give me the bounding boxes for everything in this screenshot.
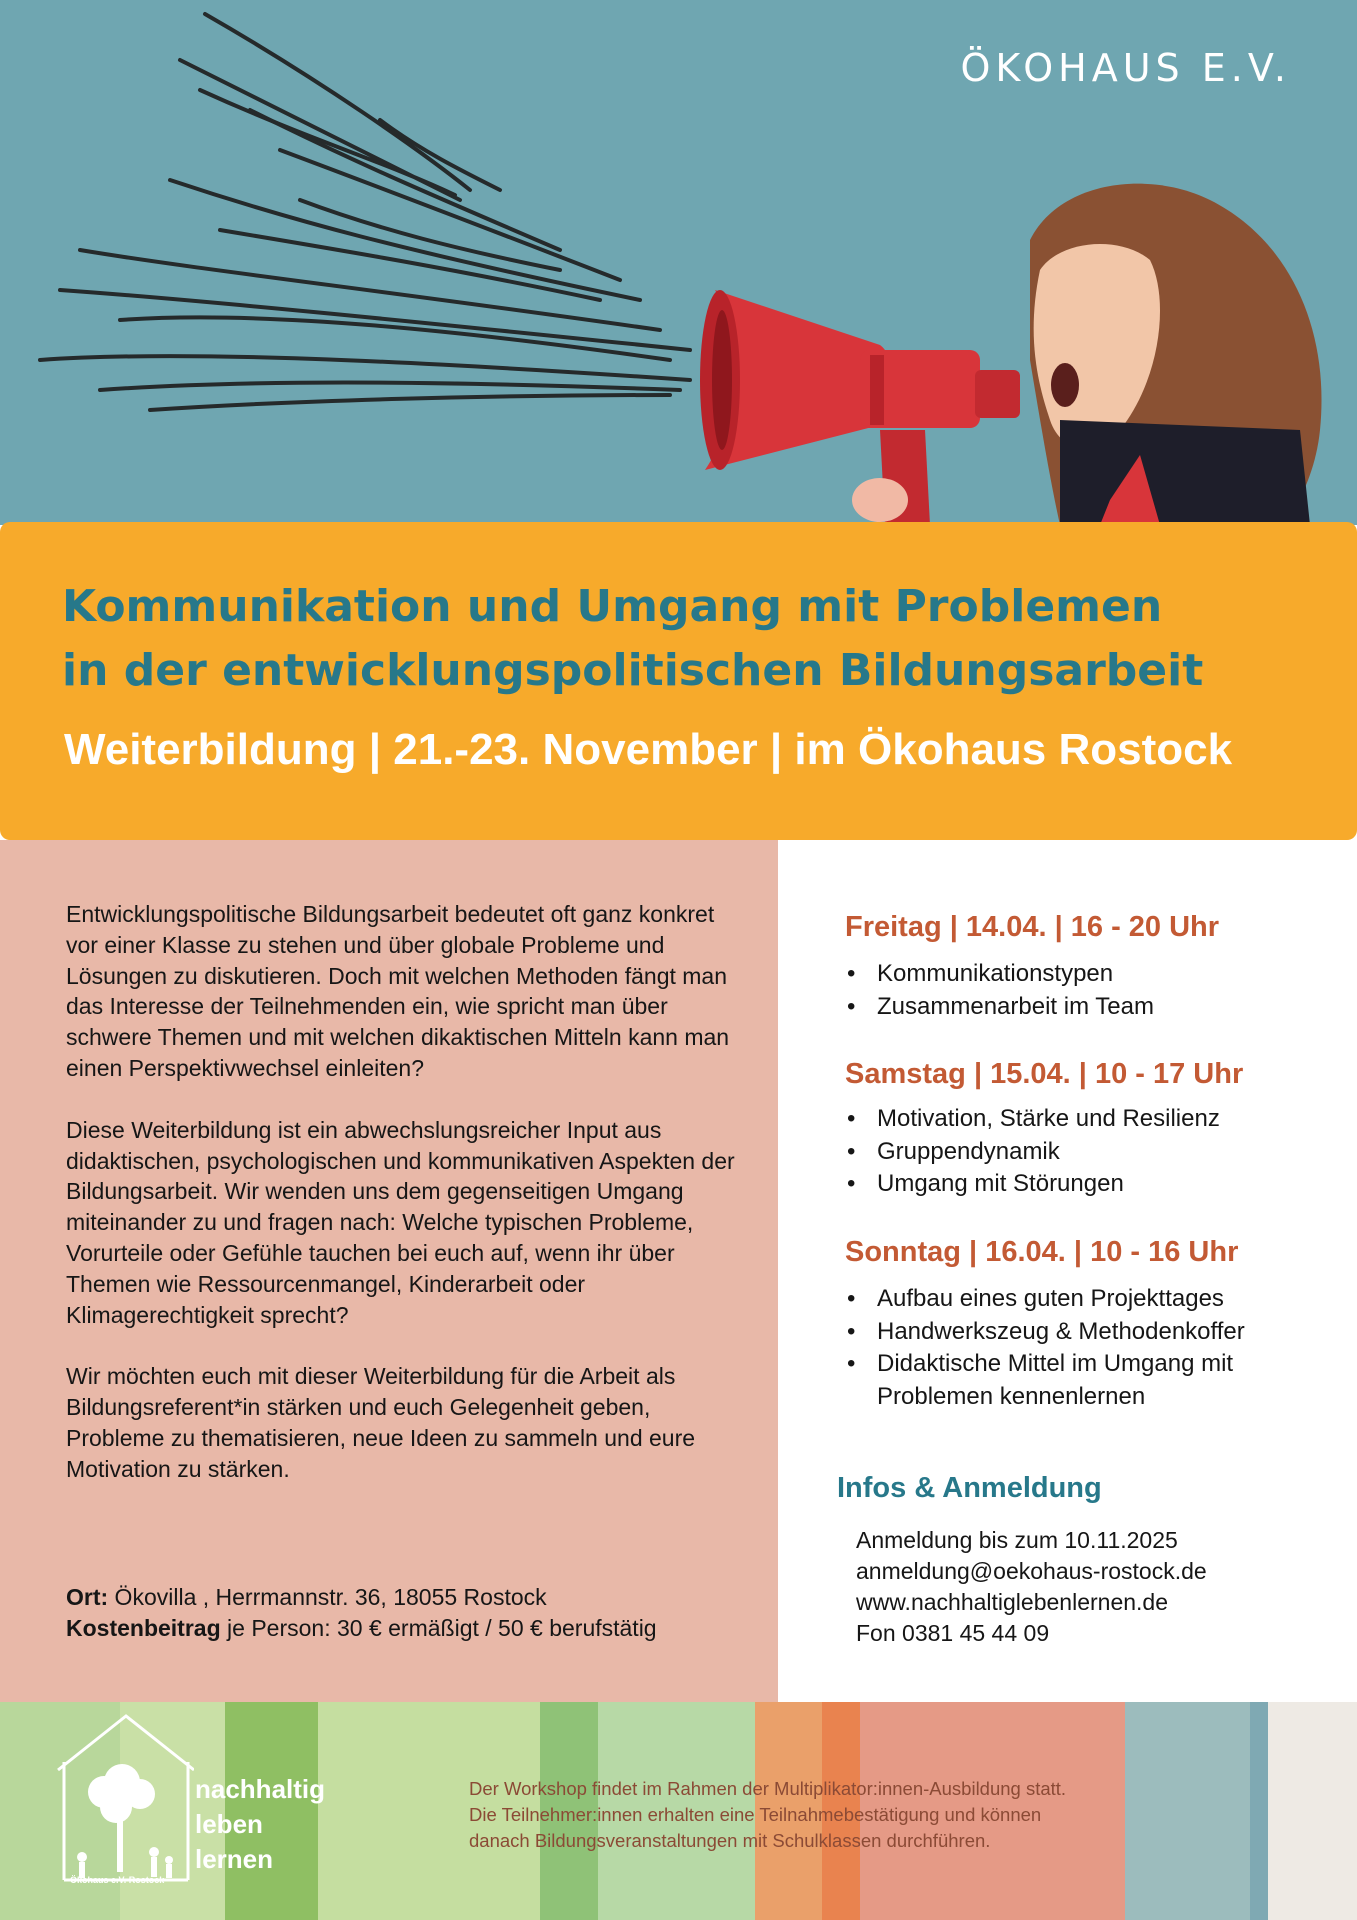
logo-caption: Ökohaus e.V. Rostock — [70, 1875, 165, 1885]
day-heading-saturday: Samstag | 15.04. | 10 - 17 Uhr — [845, 1058, 1244, 1090]
event-facts — [66, 1582, 766, 1644]
location-line — [66, 1582, 766, 1613]
intro-text — [66, 899, 746, 1516]
location-label: Ort: — [66, 1584, 109, 1610]
contact-info — [856, 1525, 1207, 1649]
phone-number: Fon 0381 45 44 09 — [856, 1620, 1050, 1646]
saturday-topics — [845, 1103, 1325, 1201]
cost-label: Kostenbeitrag — [66, 1615, 221, 1641]
website-link[interactable]: www.nachhaltiglebenlernen.de — [856, 1589, 1168, 1615]
list-item: • Gruppendynamik — [845, 1136, 1325, 1169]
title-line-2: in der entwicklungspolitischen Bildungsarbeit — [62, 645, 1204, 696]
day-heading-sunday: Sonntag | 16.04. | 10 - 16 Uhr — [845, 1236, 1239, 1268]
page-title — [62, 575, 1322, 703]
cost-line — [66, 1613, 766, 1644]
registration-deadline: Anmeldung bis zum 10.11.2025 — [856, 1527, 1178, 1553]
title-line-1: Kommunikation und Umgang mit Problemen — [62, 581, 1163, 632]
child-photo — [1030, 184, 1322, 525]
list-item: • Motivation, Stärke und Resilienz — [845, 1103, 1325, 1136]
list-item: • Didaktische Mittel im Umgang mit Problemen kennenlernen — [845, 1348, 1325, 1413]
workshop-note — [469, 1776, 1229, 1854]
house-tree-logo-icon — [54, 1712, 194, 1892]
contact-email-link[interactable]: anmeldung@oekohaus-rostock.de — [856, 1558, 1207, 1584]
list-item: • Zusammenarbeit im Team — [845, 991, 1325, 1024]
sunday-topics — [845, 1283, 1325, 1413]
list-item: • Kommunikationstypen — [845, 958, 1325, 991]
hero-image — [0, 0, 1357, 525]
organization-name: ÖKOHAUS E.V. — [960, 46, 1291, 90]
logo-line-3: lernen — [195, 1844, 274, 1874]
logo-wordmark — [195, 1772, 325, 1877]
note-line-3: danach Bildungsveranstaltungen mit Schulklassen durchführen. — [469, 1830, 991, 1851]
intro-paragraph-1: Entwicklungspolitische Bildungsarbeit bedeutet oft ganz konkret vor einer Klasse zu stehen und über globale Probleme und Lösungen zu diskutieren. Doch mit welchen Methoden fängt man das Interesse der Teilnehmenden ein, wie spricht man über schwere Themen und mit welchen dikaktischen Mitteln kann man einen Perspektivwechsel einleiten? — [66, 901, 730, 1081]
event-subtitle: Weiterbildung | 21.-23. November | im Ökohaus Rostock — [64, 725, 1233, 774]
day-heading-friday: Freitag | 14.04. | 16 - 20 Uhr — [845, 911, 1220, 943]
megaphone-icon — [700, 290, 1020, 525]
friday-topics — [845, 958, 1325, 1023]
logo-line-1: nachhaltig — [195, 1774, 326, 1804]
list-item: • Umgang mit Störungen — [845, 1168, 1325, 1201]
location-value: Ökovilla , Herrmannstr. 36, 18055 Rostock — [108, 1584, 547, 1610]
note-line-1: Der Workshop findet im Rahmen der Multiplikator:innen-Ausbildung statt. — [469, 1778, 1067, 1799]
intro-paragraph-2: Diese Weiterbildung ist ein abwechslungsreicher Input aus didaktischen, psychologischen und kommunikativen Aspekten der Bildungsarbeit. Wir wenden uns dem gegenseitigen Umgang miteinander zu und fragen nach: Welche typischen Probleme, Vorurteile oder Gefühle tauchen bei euch auf, wenn ihr über Themen wie Ressourcenmangel, Kinderarbeit oder Klimagerechtigkeit sprecht? — [66, 1116, 735, 1328]
note-line-2: Die Teilnehmer:innen erhalten eine Teilnahmebestätigung und können — [469, 1804, 1042, 1825]
cost-value: je Person: 30 € ermäßigt / 50 € berufstätig — [220, 1615, 657, 1641]
intro-paragraph-3: Wir möchten euch mit dieser Weiterbildung für die Arbeit als Bildungsreferent*in stärken und euch Gelegenheit geben, Probleme zu thematisieren, neue Ideen zu sammeln und eure Motivation zu stärken. — [66, 1363, 696, 1482]
list-item: • Handwerkszeug & Methodenkoffer — [845, 1316, 1325, 1349]
logo-line-2: leben — [195, 1809, 263, 1839]
info-heading: Infos & Anmeldung — [837, 1472, 1102, 1504]
list-item: • Aufbau eines guten Projekttages — [845, 1283, 1325, 1316]
